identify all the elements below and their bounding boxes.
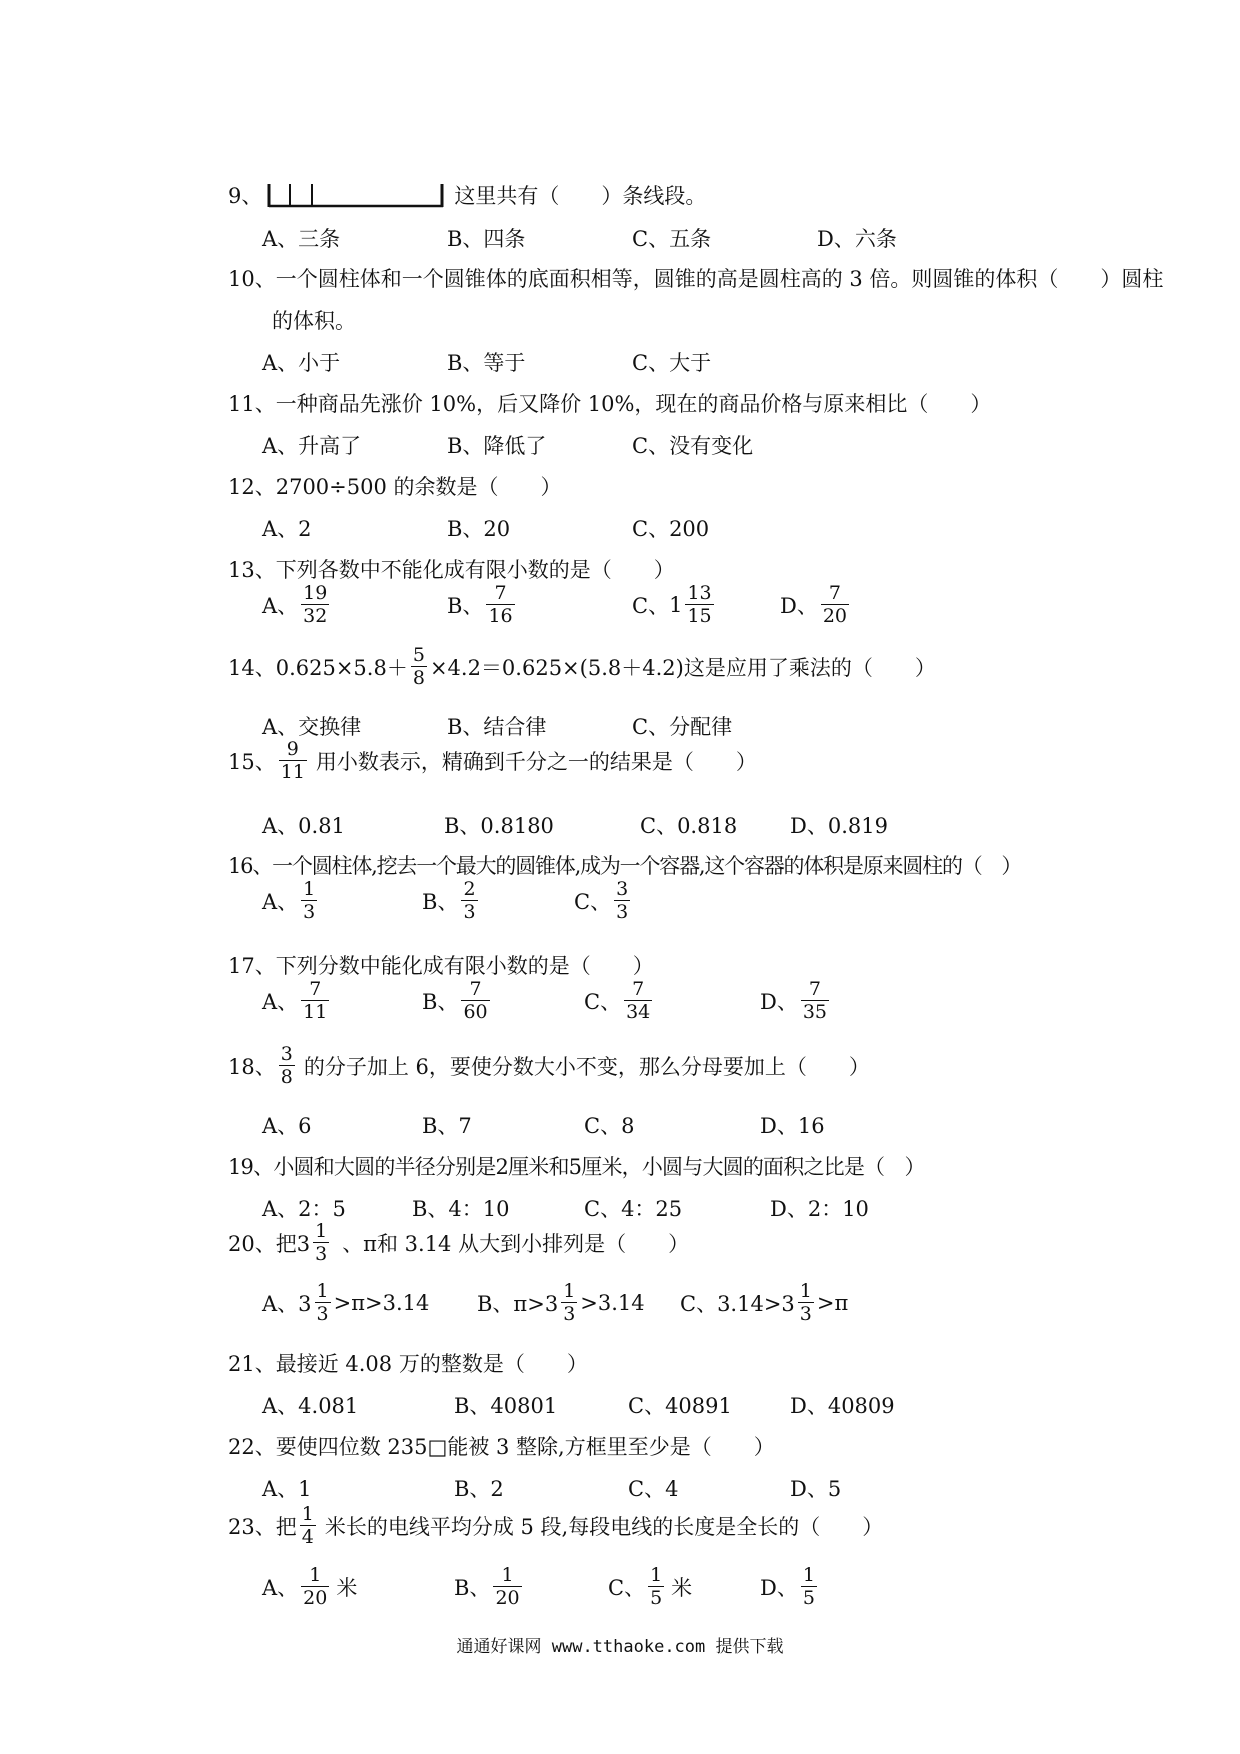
question-text: 这里共有（ ）条线段。 xyxy=(454,184,707,208)
option: B、2 xyxy=(454,1477,504,1501)
denominator: 16 xyxy=(488,605,513,627)
numerator: 7 xyxy=(828,582,841,604)
option: B、降低了 xyxy=(447,434,547,458)
option: C、大于 xyxy=(632,351,712,375)
option-a xyxy=(262,880,320,922)
question-number: 18、 xyxy=(228,1055,276,1079)
numerator: 1 xyxy=(802,1564,815,1586)
option-label: B、 xyxy=(447,594,484,618)
fraction xyxy=(301,1566,329,1608)
question-text-post: 米长的电线平均分成 5 段,每段电线的长度是全长的（ ） xyxy=(324,1515,884,1539)
option-c xyxy=(584,980,655,1022)
option-label: C、3.14>3 xyxy=(680,1292,795,1316)
option: A、三条 xyxy=(262,227,341,251)
option-label: A、 xyxy=(262,990,299,1014)
denominator: 34 xyxy=(626,1001,651,1023)
fraction xyxy=(300,1505,316,1547)
options-13 xyxy=(262,584,1202,636)
denominator: 20 xyxy=(495,1587,520,1609)
page-footer: 通通好课网 www.tthaoke.com 提供下载 xyxy=(456,1637,784,1657)
option: C、200 xyxy=(632,517,710,541)
fraction xyxy=(648,1566,664,1608)
option-label: D、 xyxy=(760,1576,798,1600)
question-19: 19、小圆和大圆的半径分别是2厘米和5厘米，小圆与大圆的面积之比是（ ） xyxy=(228,1155,925,1179)
option-label: B、 xyxy=(422,990,459,1014)
option: D、2：10 xyxy=(770,1197,869,1221)
question-12: 12、2700÷500 的余数是（ ） xyxy=(228,475,562,499)
fraction xyxy=(486,584,514,626)
fraction xyxy=(801,1566,817,1608)
line-segment-figure xyxy=(266,182,446,208)
option: C、8 xyxy=(584,1114,635,1138)
option-b xyxy=(447,584,518,626)
question-9 xyxy=(228,180,706,210)
question-10: 10、一个圆柱体和一个圆锥体的底面积相等，圆锥的高是圆柱高的 3 倍。则圆锥的体积（ ）圆柱 xyxy=(228,267,1164,291)
option: C、没有变化 xyxy=(632,434,754,458)
fraction xyxy=(301,980,329,1022)
denominator: 8 xyxy=(280,1066,293,1088)
question-text-pre: 20、把3 xyxy=(228,1232,311,1256)
option: A、交换律 xyxy=(262,715,362,739)
question-22: 22、要使四位数 235□能被 3 整除,方框里至少是（ ） xyxy=(228,1435,775,1459)
question-13: 13、下列各数中不能化成有限小数的是（ ） xyxy=(228,558,675,582)
question-text-pre: 23、把 xyxy=(228,1515,297,1539)
fraction xyxy=(561,1282,577,1324)
numerator: 1 xyxy=(563,1280,576,1302)
question-23 xyxy=(228,1505,883,1547)
option-label: B、π>3 xyxy=(477,1292,559,1316)
question-text-post: 、π和 3.14 从大到小排列是（ ） xyxy=(342,1232,690,1256)
option: A、小于 xyxy=(262,351,341,375)
numerator: 1 xyxy=(315,1220,328,1242)
denominator: 35 xyxy=(802,1001,828,1023)
denominator: 3 xyxy=(303,901,316,923)
question-21: 21、最接近 4.08 万的整数是（ ） xyxy=(228,1352,588,1376)
denominator: 11 xyxy=(280,761,305,783)
option: B、4：10 xyxy=(412,1197,510,1221)
numerator: 9 xyxy=(286,738,299,760)
question-text-pre: 14、0.625×5.8＋ xyxy=(228,656,408,680)
denominator: 3 xyxy=(799,1303,812,1325)
option-d xyxy=(760,1566,820,1608)
options-11 xyxy=(262,430,1202,460)
option-a xyxy=(262,980,332,1022)
denominator: 3 xyxy=(616,901,629,923)
denominator: 3 xyxy=(463,901,476,923)
option-a xyxy=(262,1566,357,1608)
option: D、40809 xyxy=(790,1394,895,1418)
numerator: 7 xyxy=(632,978,645,1000)
question-10-continued: 的体积。 xyxy=(272,309,356,333)
fraction xyxy=(614,880,630,922)
fraction xyxy=(461,880,477,922)
option: D、16 xyxy=(760,1114,825,1138)
numerator: 7 xyxy=(469,978,482,1000)
fraction xyxy=(821,584,849,626)
option-label: C、 xyxy=(584,990,622,1014)
fraction xyxy=(301,584,329,626)
option-label: B、 xyxy=(422,890,459,914)
numerator: 1 xyxy=(316,1280,329,1302)
question-number: 15、 xyxy=(228,750,276,774)
options-23 xyxy=(262,1566,1202,1618)
option: A、2：5 xyxy=(262,1197,346,1221)
option-d xyxy=(760,980,832,1022)
option: C、4 xyxy=(628,1477,679,1501)
options-21 xyxy=(262,1390,1202,1420)
option: C、0.818 xyxy=(640,814,738,838)
fraction xyxy=(685,584,713,626)
question-text: 用小数表示，精确到千分之一的结果是（ ） xyxy=(315,750,757,774)
option: D、六条 xyxy=(817,227,897,251)
question-text: 的分子加上 6，要使分数大小不变，那么分母要加上（ ） xyxy=(303,1055,870,1079)
numerator: 7 xyxy=(494,582,507,604)
option-label: A、3 xyxy=(262,1292,312,1316)
fraction xyxy=(493,1566,521,1608)
numerator: 1 xyxy=(301,1503,314,1525)
question-18 xyxy=(228,1045,870,1087)
denominator: 11 xyxy=(303,1001,328,1023)
unit: 米 xyxy=(336,1576,358,1600)
option-d xyxy=(780,584,852,626)
option: C、40891 xyxy=(628,1394,732,1418)
denominator: 8 xyxy=(412,667,425,689)
option-label: A、 xyxy=(262,1576,299,1600)
question-17: 17、下列分数中能化成有限小数的是（ ） xyxy=(228,954,654,978)
option-b xyxy=(422,980,493,1022)
fraction xyxy=(279,740,307,782)
options-9 xyxy=(262,223,1202,253)
denominator: 4 xyxy=(301,1526,314,1548)
options-14 xyxy=(262,711,1202,741)
denominator: 15 xyxy=(687,605,712,627)
option: A、6 xyxy=(262,1114,312,1138)
fraction xyxy=(624,980,652,1022)
option-c xyxy=(608,1566,692,1608)
option: A、1 xyxy=(262,1477,312,1501)
option-c xyxy=(574,880,633,922)
option: B、四条 xyxy=(447,227,526,251)
denominator: 3 xyxy=(316,1303,329,1325)
question-11: 11、一种商品先涨价 10%，后又降价 10%，现在的商品价格与原来相比（ ） xyxy=(228,392,992,416)
option: D、5 xyxy=(790,1477,842,1501)
numerator: 5 xyxy=(412,644,425,666)
denominator: 3 xyxy=(563,1303,576,1325)
options-17 xyxy=(262,980,1202,1032)
option: A、0.81 xyxy=(262,814,345,838)
numerator: 13 xyxy=(687,582,712,604)
options-16 xyxy=(262,880,1202,932)
fraction xyxy=(315,1282,331,1324)
option-a xyxy=(262,584,332,626)
option-label: D、 xyxy=(760,990,798,1014)
option-label: A、 xyxy=(262,890,299,914)
numerator: 1 xyxy=(799,1280,812,1302)
option: C、分配律 xyxy=(632,715,733,739)
fraction xyxy=(313,1222,329,1264)
numerator: 1 xyxy=(501,1564,514,1586)
options-18 xyxy=(262,1110,1202,1140)
option: C、五条 xyxy=(632,227,712,251)
option: A、升高了 xyxy=(262,434,362,458)
numerator: 3 xyxy=(616,878,629,900)
question-number: 9、 xyxy=(228,184,263,208)
option-text: >3.14 xyxy=(580,1291,645,1315)
fraction xyxy=(411,646,427,688)
question-20 xyxy=(228,1222,689,1264)
option-c xyxy=(632,584,717,626)
denominator: 3 xyxy=(315,1243,328,1265)
numerator: 2 xyxy=(463,878,476,900)
fraction xyxy=(801,980,829,1022)
option: C、4：25 xyxy=(584,1197,683,1221)
denominator: 20 xyxy=(822,605,848,627)
options-20 xyxy=(262,1282,1202,1334)
option-b xyxy=(422,880,481,922)
numerator: 3 xyxy=(280,1043,293,1065)
fraction xyxy=(279,1045,295,1087)
option-text: >π>3.14 xyxy=(333,1291,430,1315)
options-15 xyxy=(262,810,1202,840)
numerator: 1 xyxy=(309,1564,322,1586)
option: B、20 xyxy=(447,517,511,541)
fraction xyxy=(301,880,317,922)
numerator: 19 xyxy=(303,582,328,604)
options-22 xyxy=(262,1473,1202,1503)
options-19 xyxy=(262,1193,1202,1223)
numerator: 7 xyxy=(808,978,821,1000)
options-12 xyxy=(262,513,1202,543)
option-label: C、 xyxy=(574,890,612,914)
option-text: >π xyxy=(816,1291,849,1315)
option-a xyxy=(262,1282,429,1324)
option: B、等于 xyxy=(447,351,526,375)
fraction xyxy=(461,980,489,1022)
denominator: 60 xyxy=(463,1001,488,1023)
option: B、7 xyxy=(422,1114,472,1138)
option: A、2 xyxy=(262,517,312,541)
unit: 米 xyxy=(671,1576,693,1600)
fraction xyxy=(798,1282,814,1324)
question-14 xyxy=(228,646,936,688)
option: B、0.8180 xyxy=(444,814,554,838)
numerator: 7 xyxy=(309,978,322,1000)
numerator: 1 xyxy=(650,1564,663,1586)
options-10 xyxy=(262,347,1202,377)
option-label: A、 xyxy=(262,594,299,618)
option-c xyxy=(680,1282,848,1324)
option: A、4.081 xyxy=(262,1394,359,1418)
option-label: C、 xyxy=(632,594,670,618)
option: B、结合律 xyxy=(447,715,547,739)
denominator: 5 xyxy=(650,1587,663,1609)
whole-number: 1 xyxy=(669,593,683,617)
denominator: 20 xyxy=(303,1587,328,1609)
question-text-post: ×4.2＝0.625×(5.8＋4.2)这是应用了乘法的（ ） xyxy=(429,656,936,680)
question-16: 16、一个圆柱体,挖去一个最大的圆锥体,成为一个容器,这个容器的体积是原来圆柱的（ ） xyxy=(228,854,1022,878)
denominator: 32 xyxy=(303,605,328,627)
option-label: D、 xyxy=(780,594,818,618)
denominator: 5 xyxy=(802,1587,815,1609)
option-label: C、 xyxy=(608,1576,646,1600)
option-b xyxy=(454,1566,525,1608)
question-15 xyxy=(228,740,757,782)
option-b xyxy=(477,1282,645,1324)
option-label: B、 xyxy=(454,1576,491,1600)
option: B、40801 xyxy=(454,1394,558,1418)
numerator: 1 xyxy=(303,878,316,900)
option: D、0.819 xyxy=(790,814,888,838)
